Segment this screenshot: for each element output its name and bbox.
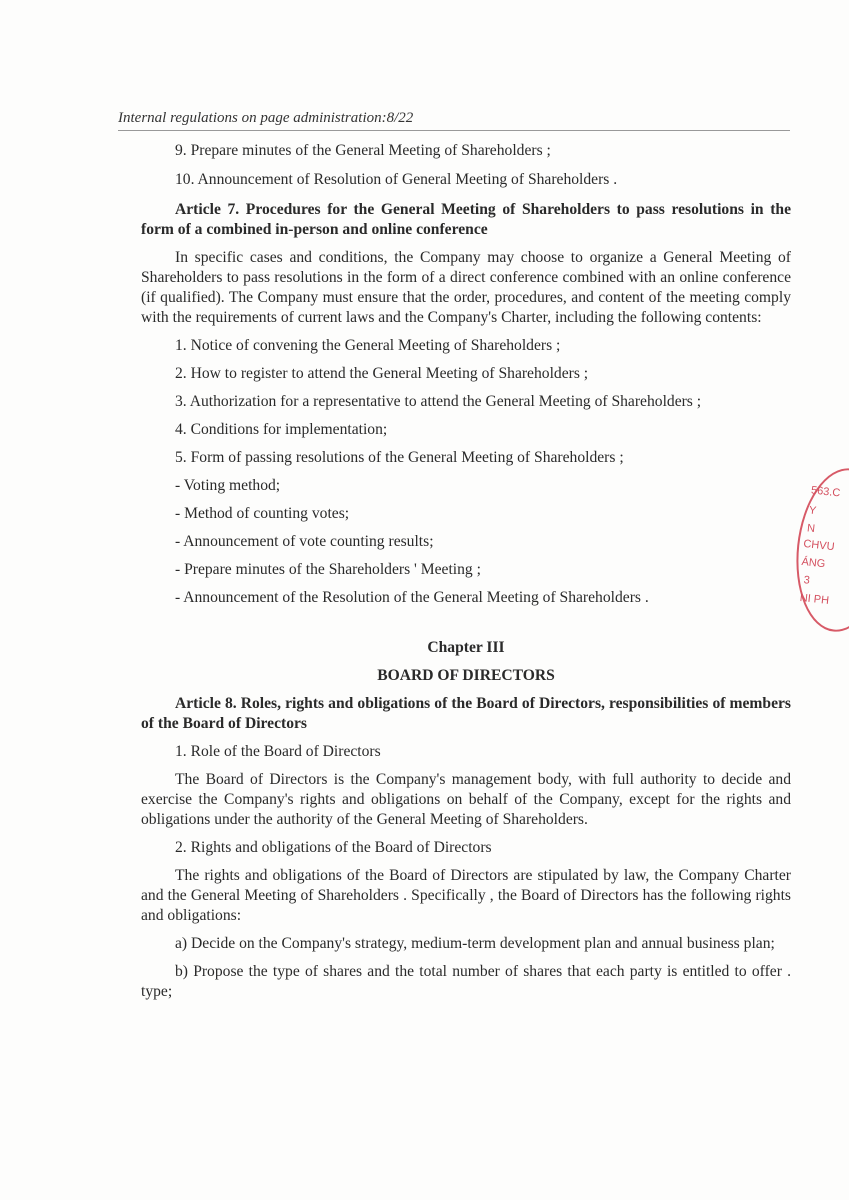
list-item: 4. Conditions for implementation; <box>175 421 388 438</box>
list-item: a) Decide on the Company's strategy, medium-term development plan and annual business plan; <box>175 935 775 952</box>
article-8-title: Article 8. Roles, rights and obligations of the Board of Directors, responsibilities of members of the Board of Directors <box>141 695 791 732</box>
list-item: - Voting method; <box>175 477 281 494</box>
section-text: The Board of Directors is the Company's management body, with full authority to decide and exercise the Company's rights and obligations on behalf of the Company, except for the rights and obligations under the authority of the General Meeting of Shareholders. <box>141 771 791 828</box>
list-item: 1. Notice of convening the General Meeting of Shareholders ; <box>175 337 561 354</box>
stamp-text: CHVU <box>802 537 836 554</box>
section-heading: 1. Role of the Board of Directors <box>175 743 381 760</box>
section-heading: 2. Rights and obligations of the Board of Directors <box>175 839 492 856</box>
page-header: Internal regulations on page administration:8/22 <box>118 110 790 131</box>
article-7-title: Article 7. Procedures for the General Meeting of Shareholders to pass resolutions in the form of a combined in-person and online conference <box>141 201 791 238</box>
stamp-text: 3 <box>803 574 811 587</box>
list-item: - Prepare minutes of the Shareholders ' Meeting ; <box>175 561 481 578</box>
list-item: 2. How to register to attend the General Meeting of Shareholders ; <box>175 365 589 382</box>
list-item: - Announcement of vote counting results; <box>175 533 434 550</box>
article-7-intro: In specific cases and conditions, the Company may choose to organize a General Meeting of Shareholders to pass resolutions in the form of a direct conference combined with an online conference (if qualified). The Company must ensure that the order, procedures, and content of the meeting comply with the requirements of current laws and the Company's Charter, including the following contents: <box>141 249 791 326</box>
stamp-text: N <box>806 522 816 536</box>
list-item: 5. Form of passing resolutions of the General Meeting of Shareholders ; <box>175 449 624 466</box>
list-item: b) Propose the type of shares and the total number of shares that each party is entitled to offer . type; <box>141 963 791 1000</box>
chapter-number: Chapter III <box>427 639 505 656</box>
list-item: 9. Prepare minutes of the General Meeting of Shareholders ; <box>175 142 551 159</box>
stamp-text: NI PH <box>799 591 830 607</box>
chapter-title: BOARD OF DIRECTORS <box>377 667 555 684</box>
stamp-text: Y <box>808 504 817 518</box>
section-text: The rights and obligations of the Board of Directors are stipulated by law, the Company Charter and the General Meeting of Shareholders . Specifically , the Board of Directors has the following rights and obligations: <box>141 867 791 924</box>
list-item: 3. Authorization for a representative to attend the General Meeting of Shareholders ; <box>175 393 702 410</box>
list-item: 10. Announcement of Resolution of General Meeting of Shareholders . <box>175 171 618 188</box>
company-seal-stamp <box>789 464 849 637</box>
stamp-text: ÁNG <box>800 555 826 571</box>
list-item: - Method of counting votes; <box>175 505 350 522</box>
stamp-text: 563.C <box>810 484 841 500</box>
list-item: - Announcement of the Resolution of the General Meeting of Shareholders . <box>175 589 649 606</box>
document-body <box>141 141 791 1002</box>
